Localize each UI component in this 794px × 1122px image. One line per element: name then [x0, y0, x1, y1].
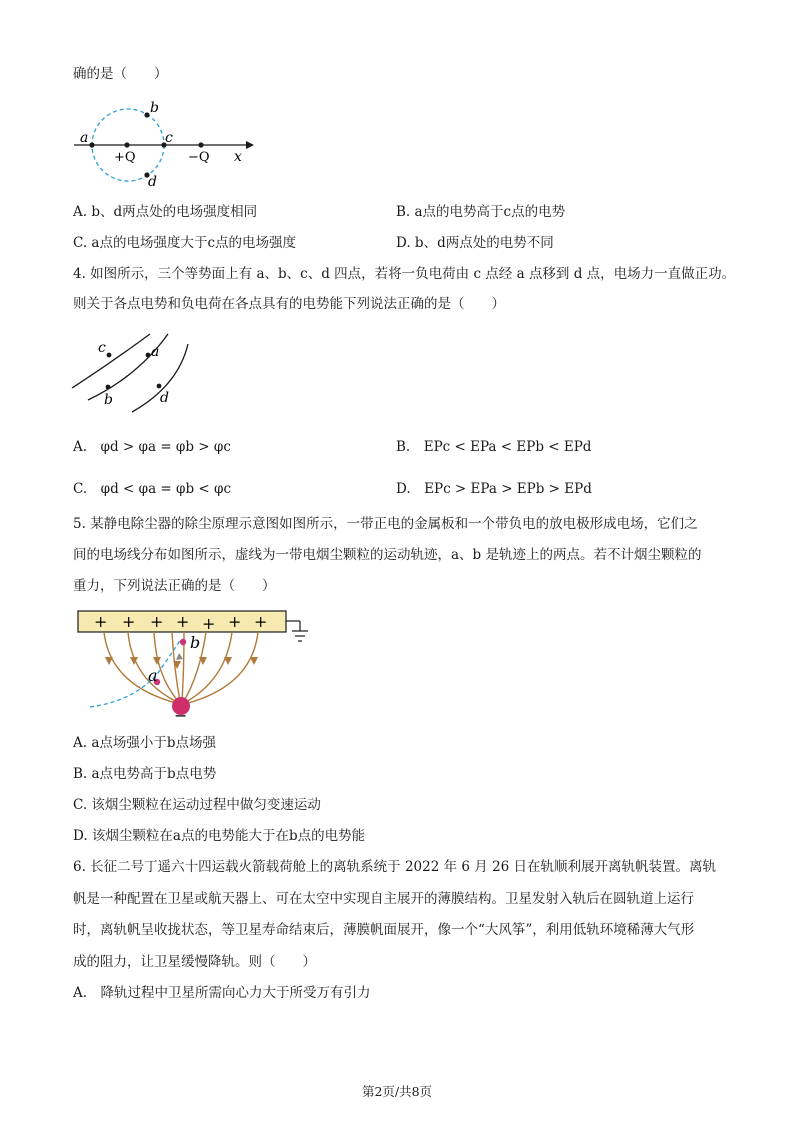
q3-option-c[interactable]: C. a点的电场强度大于c点的电场强度	[73, 235, 297, 251]
label-a: a	[151, 344, 160, 360]
q6-line-4: 成的阻力，让卫星缓慢降轨。则（ ）	[73, 954, 316, 970]
q5-line-1: 5. 某静电除尘器的除尘原理示意图如图所示，一带正电的金属板和一个带负电的放电极形成电场，它们之	[73, 516, 698, 532]
label-d: d	[160, 390, 169, 406]
q3-option-a[interactable]: A. b、d两点处的电场强度相同	[73, 204, 258, 220]
q4-option-c[interactable]: C. φd < φa = φb < φc	[73, 481, 232, 497]
q4-option-b[interactable]: B. EPc < EPa < EPb < EPd	[396, 439, 592, 455]
q3-figure	[70, 100, 260, 190]
label-a: a	[148, 666, 158, 685]
q3-option-d[interactable]: D. b、d两点处的电势不同	[396, 235, 554, 251]
point-b	[180, 639, 186, 645]
trajectory-arrow-icon	[176, 653, 183, 660]
plus-sign: +	[150, 612, 164, 631]
point-minusQ	[198, 142, 203, 147]
label-b: b	[190, 633, 201, 652]
point-d	[157, 384, 162, 389]
label-d: d	[148, 174, 157, 190]
arrow-icon	[105, 657, 113, 665]
q5-line-3: 重力，下列说法正确的是（ ）	[73, 578, 276, 594]
label-b: b	[150, 100, 159, 116]
q5-option-b[interactable]: B. a点电势高于b点电势	[73, 766, 217, 782]
plus-sign: +	[122, 612, 136, 631]
q6-line-2: 帆是一种配置在卫星或航天器上、可在太空中实现自主展开的薄膜结构。卫星发射入轨后在圆轨道上运行	[73, 891, 694, 907]
q5-option-a[interactable]: A. a点场强小于b点场强	[73, 735, 217, 751]
q6-option-a[interactable]: A. 降轨过程中卫星所需向心力大于所受万有引力	[73, 985, 371, 1001]
label-plusQ: +Q	[114, 150, 136, 165]
point-a	[146, 353, 151, 358]
label-x: x	[234, 149, 242, 165]
page-footer: 第2页/共8页	[361, 1084, 433, 1099]
plus-sign: +	[254, 612, 268, 631]
axis-arrow-icon	[246, 141, 254, 149]
q4-option-a[interactable]: A. φd > φa = φb > φc	[73, 439, 231, 455]
q5-line-2: 间的电场线分布如图所示，虚线为一带电烟尘颗粒的运动轨迹，a、b 是轨迹上的两点。若不计烟尘颗粒的	[73, 547, 702, 563]
equipotential-1	[72, 334, 150, 388]
q5-figure	[76, 609, 316, 721]
minus-sign: −	[174, 706, 188, 721]
plus-sign: +	[202, 614, 216, 633]
plus-sign: +	[176, 612, 190, 631]
q6-line-3: 时，离轨帆呈收拢状态，等卫星寿命结束后，薄膜帆面展开，像一个“大风筝”，利用低轨环境稀薄大气形	[73, 922, 695, 938]
plus-sign: +	[228, 612, 242, 631]
point-b	[106, 385, 111, 390]
label-minusQ: −Q	[188, 150, 210, 165]
q5-option-d[interactable]: D. 该烟尘颗粒在a点的电势能大于在b点的电势能	[73, 828, 366, 844]
plus-sign: +	[94, 612, 108, 631]
q3-option-b[interactable]: B. a点的电势高于c点的电势	[396, 204, 566, 220]
q6-line-1: 6. 长征二号丁遥六十四运载火箭载荷舱上的离轨系统于 2022 年 6 月 26 日在轨顺利展开离轨帆装置。离轨	[73, 859, 717, 875]
point-plusQ	[124, 142, 129, 147]
arrow-icon	[250, 657, 258, 665]
field-line	[104, 632, 176, 703]
q4-option-d[interactable]: D. EPc > EPa > EPb > EPd	[396, 481, 592, 497]
q4-figure	[68, 330, 198, 415]
arrow-icon	[153, 657, 161, 665]
label-a: a	[80, 130, 89, 146]
point-c	[107, 353, 112, 358]
q4-line-1: 4. 如图所示，三个等势面上有 a、b、c、d 四点，若将一负电荷由 c 点经 a 点移到 d 点，电场力一直做正功。	[73, 266, 736, 282]
q4-line-2: 则关于各点电势和负电荷在各点具有的电势能下列说法正确的是（ ）	[73, 296, 505, 312]
point-b	[144, 112, 149, 117]
point-a	[89, 142, 94, 147]
label-c: c	[98, 340, 106, 356]
arrow-icon	[224, 657, 232, 665]
q5-option-c[interactable]: C. 该烟尘颗粒在运动过程中做匀变速运动	[73, 797, 321, 813]
label-b: b	[104, 392, 113, 408]
q3-stem-tail: 确的是（ ）	[73, 66, 168, 82]
label-c: c	[165, 130, 173, 146]
